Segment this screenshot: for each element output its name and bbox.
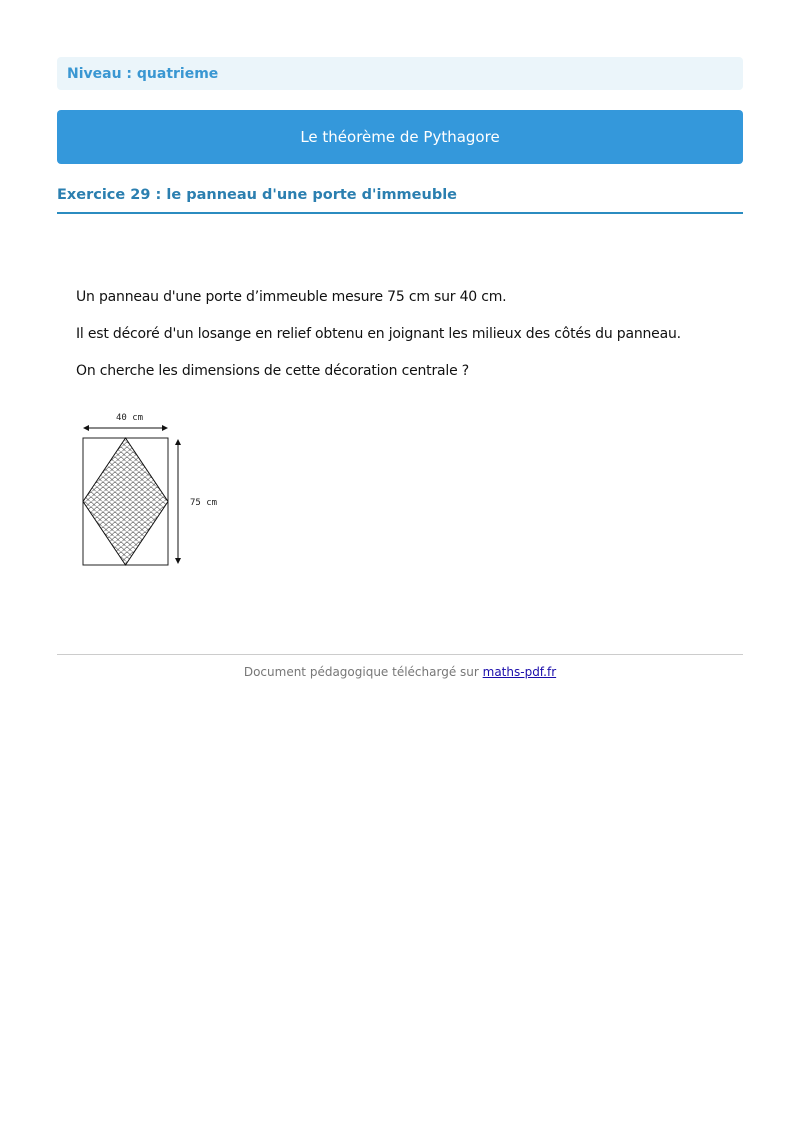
statement-line-2: Il est décoré d'un losange en relief obtenu en joignant les milieux des côtés du panneau. — [76, 326, 681, 342]
exercise-statement — [76, 287, 736, 398]
panel-figure — [70, 405, 240, 575]
width-label: 40 cm — [116, 413, 144, 423]
exercise-title: Exercice 29 : le panneau d'une porte d'immeuble — [57, 184, 743, 214]
height-label: 75 cm — [190, 498, 218, 508]
chapter-title: Le théorème de Pythagore — [300, 128, 500, 146]
level-box — [57, 57, 743, 90]
rhombus-decoration — [83, 438, 168, 565]
statement-line-1: Un panneau d'une porte d’immeuble mesure 75 cm sur 40 cm. — [76, 289, 507, 305]
panel-diagram — [70, 405, 240, 575]
chapter-title-banner — [57, 110, 743, 164]
statement-line-3: On cherche les dimensions de cette décoration centrale ? — [76, 363, 469, 379]
footer-divider — [57, 654, 743, 655]
footer-text: Document pédagogique téléchargé sur — [243, 665, 483, 679]
footer — [57, 665, 743, 679]
level-label: Niveau : quatrieme — [67, 65, 219, 82]
footer-link[interactable]: maths-pdf.fr — [482, 665, 557, 679]
